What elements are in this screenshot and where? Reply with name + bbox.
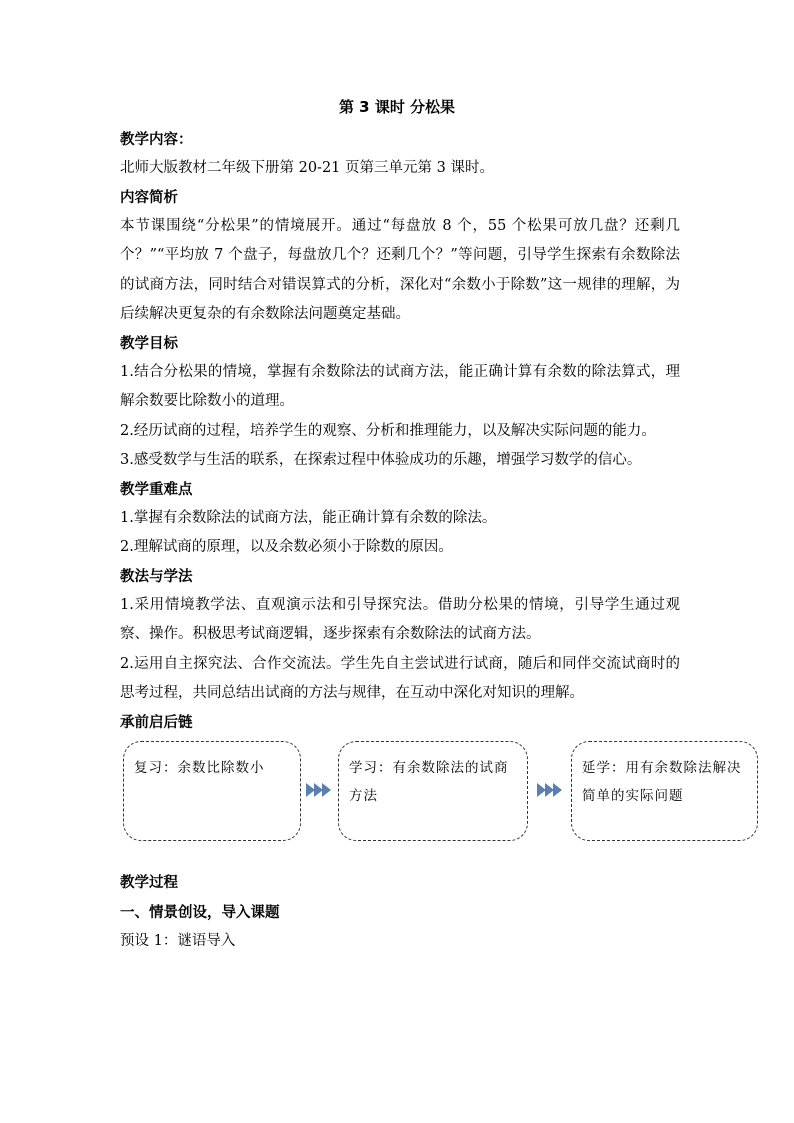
teaching-content-text: 北师大版教材二年级下册第 20-21 页第三单元第 3 课时。 — [120, 160, 494, 176]
analysis-heading: 内容简析 — [120, 189, 178, 206]
process-heading: 教学过程 — [120, 874, 178, 891]
chain-arrow-icon — [306, 783, 330, 797]
chain-heading: 承前启后链 — [120, 714, 193, 731]
chain-box-extend — [571, 741, 758, 841]
method-item-1: 1.采用情境教学法、直观演示法和引导探究法。借助分松果的情境，引导学生通过观察、操作。积极思考试商逻辑，逐步探索有余数除法的试商方法。 — [120, 596, 680, 642]
key-points-heading: 教学重难点 — [120, 481, 193, 498]
chain-box-learn — [338, 741, 528, 841]
chain-learn-text: 学习：有余数除法的试商方法 — [349, 759, 509, 804]
chain-box-review — [123, 741, 301, 841]
goals-heading: 教学目标 — [120, 335, 178, 352]
analysis-text: 本节课围绕“分松果”的情境展开。通过“每盘放 8 个，55 个松果可放几盘？还剩几个？”“平均放 7 个盘子，每盘放几个？还剩几个？”等问题，引导学生探索有余数除法的试商方法，同时结合对错误算式的分析，深化对“余数小于除数”这一规律的理解，为后续解决更复杂的有余数除法问题奠定基础。 — [120, 217, 680, 322]
method-item-2: 2.运用自主探究法、合作交流法。学生先自主尝试进行试商，随后和同伴交流试商时的思考过程，共同总结出试商的方法与规律，在互动中深化对知识的理解。 — [120, 655, 680, 701]
methods-heading: 教法与学法 — [120, 568, 193, 585]
chain-arrow-icon — [537, 783, 561, 797]
key-point-item-2: 2.理解试商的原理，以及余数必须小于除数的原因。 — [120, 539, 453, 555]
goal-item-3: 3.感受数学与生活的联系，在探索过程中体验成功的乐趣，增强学习数学的信心。 — [120, 452, 642, 468]
document-body — [120, 126, 742, 956]
goal-item-2: 2.经历试商的过程，培养学生的观察、分析和推理能力，以及解决实际问题的能力。 — [120, 422, 656, 439]
process-sub-heading: 一、情景创设，导入课题 — [120, 904, 280, 921]
key-point-item-1: 1.掌握有余数除法的试商方法，能正确计算有余数的除法。 — [120, 509, 497, 526]
goal-item-1: 1.结合分松果的情境，掌握有余数除法的试商方法，能正确计算有余数的除法算式，理解余数要比除数小的道理。 — [120, 363, 680, 409]
teaching-content-heading: 教学内容： — [120, 132, 193, 148]
chain-extend-text: 延学：用有余数除法解决简单的实际问题 — [582, 759, 742, 804]
preset-text: 预设 1：谜语导入 — [120, 932, 236, 949]
learning-chain-diagram — [120, 735, 742, 857]
chain-review-text: 复习：余数比除数小 — [134, 759, 265, 776]
page-title: 第 3 课时 分松果 — [338, 98, 456, 116]
